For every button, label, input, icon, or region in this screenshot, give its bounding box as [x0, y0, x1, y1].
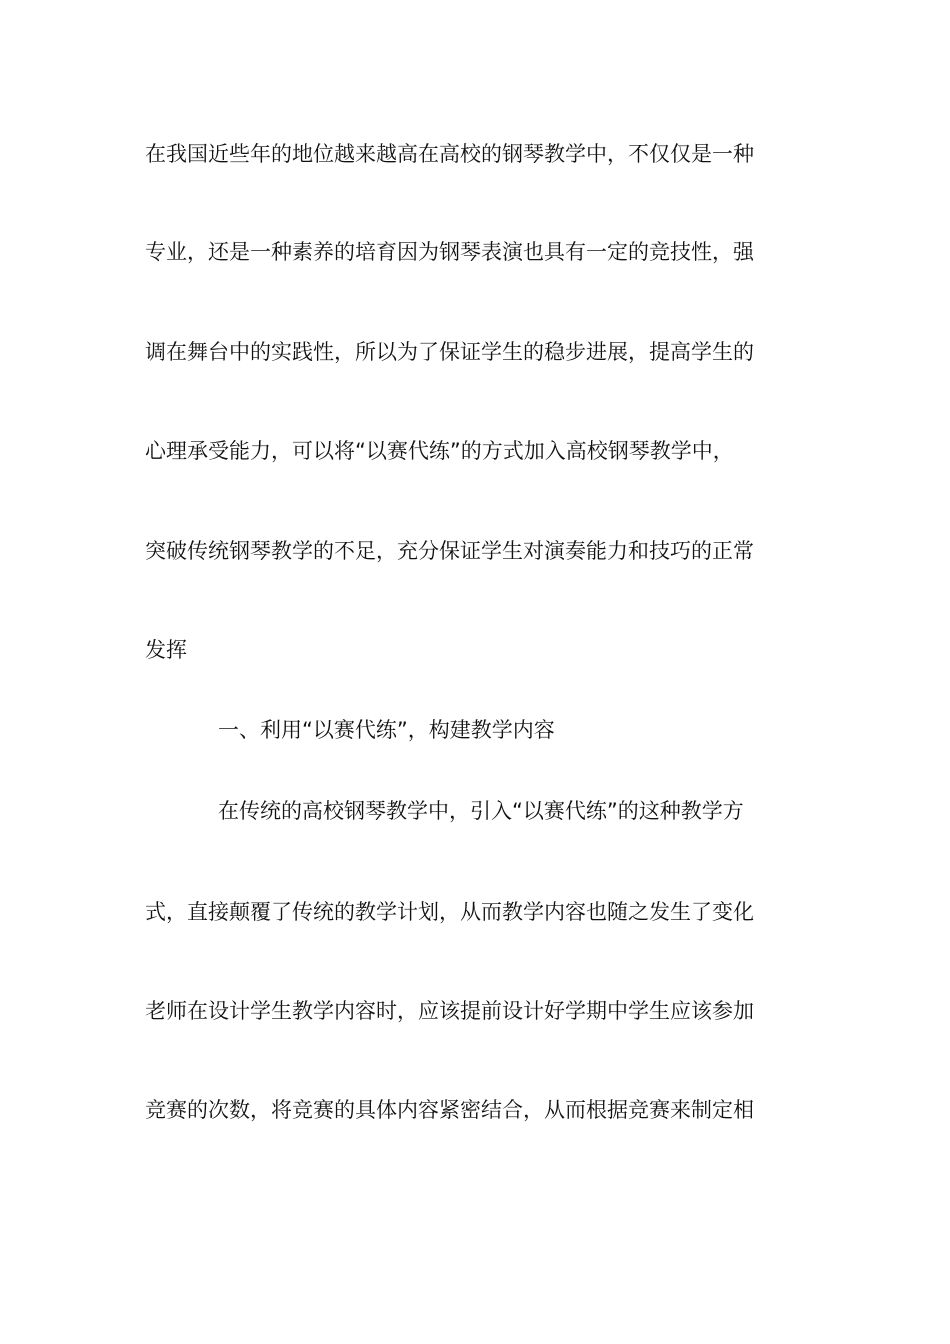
- paragraph-1-line-2: 专业，还是一种素养的培育因为钢琴表演也具有一定的竞技性，强: [145, 240, 754, 264]
- section-heading: 一、利用“以赛代练”，构建教学内容: [218, 718, 555, 742]
- paragraph-1-line-4: 心理承受能力，可以将“以赛代练”的方式加入高校钢琴教学中，: [145, 439, 734, 463]
- paragraph-1-line-3: 调在舞台中的实践性，所以为了保证学生的稳步进展，提高学生的: [145, 340, 754, 364]
- paragraph-2-line-1: 在传统的高校钢琴教学中，引入“以赛代练”的这种教学方: [218, 799, 744, 823]
- paragraph-1-line-1: 在我国近些年的地位越来越高在高校的钢琴教学中，不仅仅是一种: [145, 142, 754, 166]
- paragraph-1-line-5: 突破传统钢琴教学的不足，充分保证学生对演奏能力和技巧的正常: [145, 539, 754, 563]
- paragraph-1-line-6: 发挥: [145, 638, 187, 662]
- paragraph-2-line-2: 式，直接颠覆了传统的教学计划，从而教学内容也随之发生了变化: [145, 900, 754, 924]
- paragraph-2-line-3: 老师在设计学生教学内容时，应该提前设计好学期中学生应该参加: [145, 999, 754, 1023]
- paragraph-2-line-4: 竞赛的次数，将竞赛的具体内容紧密结合，从而根据竞赛来制定相: [145, 1098, 754, 1122]
